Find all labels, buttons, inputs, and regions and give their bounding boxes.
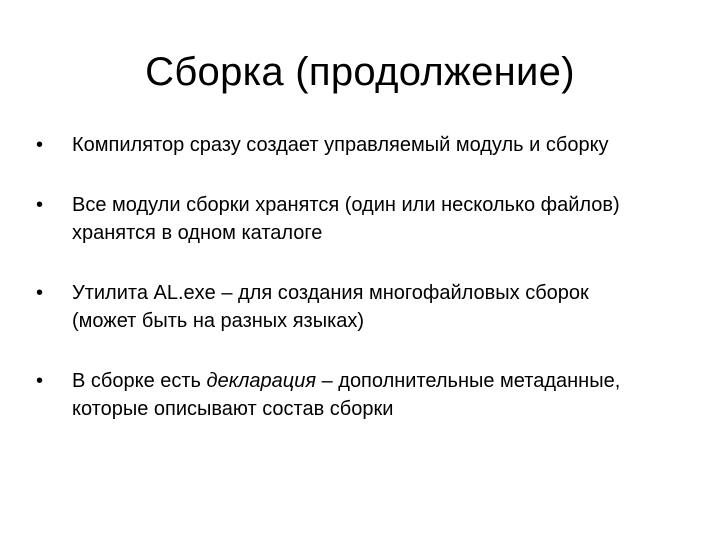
bullet-marker-icon: • [36, 194, 44, 216]
bullet-item [36, 131, 656, 159]
bullet-marker-icon: • [36, 134, 44, 156]
bullet-list [36, 131, 656, 455]
bullet-marker-icon: • [36, 370, 44, 392]
bullet-item [36, 367, 656, 423]
bullet-text-after: – дополнительные метаданные, которые описывают состав сборки [72, 370, 621, 420]
bullet-text-italic: декларация [206, 370, 317, 392]
bullet-item [36, 191, 656, 247]
bullet-text: Компилятор сразу создает управляемый модуль и сборку [72, 134, 609, 156]
bullet-text: Все модули сборки хранятся (один или несколько файлов) хранятся в одном каталоге [72, 194, 620, 244]
bullet-text [72, 367, 656, 423]
bullet-text-before: В сборке есть [72, 370, 207, 392]
slide-title: Сборка (продолжение) [145, 50, 575, 94]
bullet-marker-icon: • [36, 282, 44, 304]
bullet-item [36, 279, 656, 335]
bullet-text: Утилита AL.exe – для создания многофайловых сборок (может быть на разных языках) [72, 282, 589, 332]
